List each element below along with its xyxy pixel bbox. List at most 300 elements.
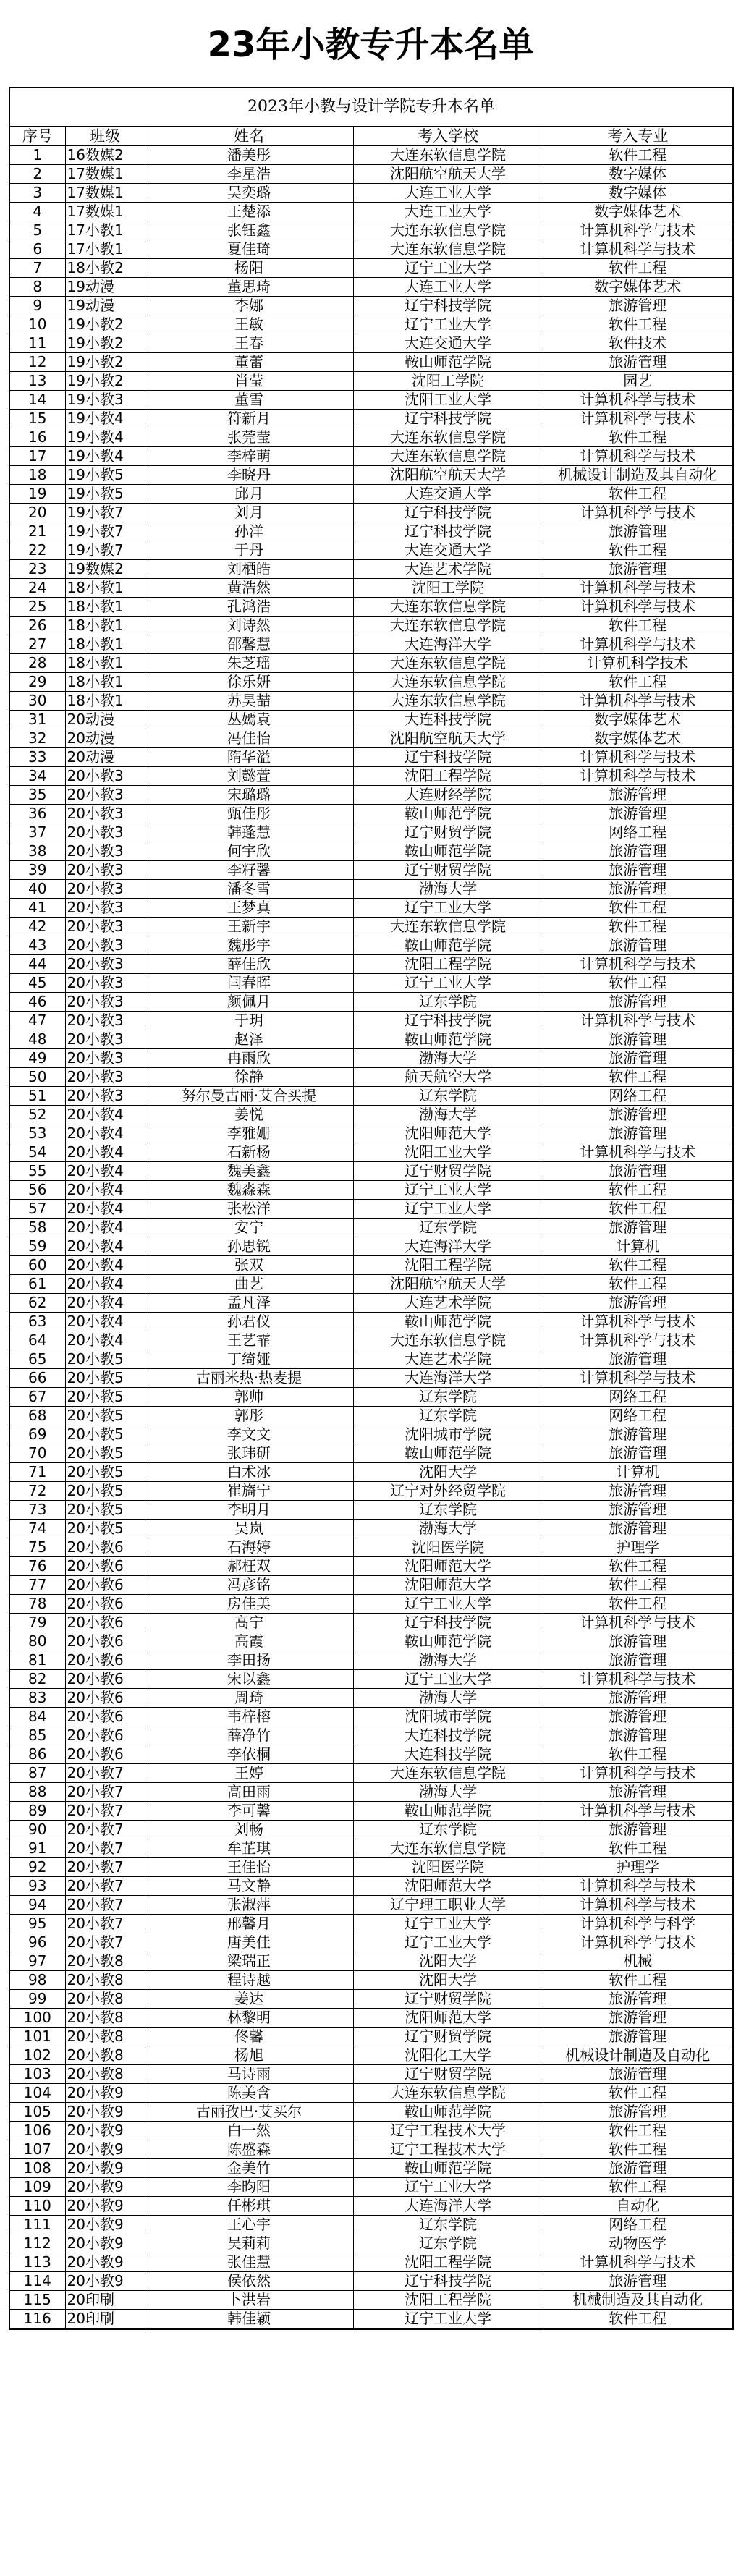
table-row xyxy=(10,786,732,805)
cell-major: 软件工程 xyxy=(543,2140,732,2159)
cell-major: 软件工程 xyxy=(543,1181,732,1200)
cell-major: 计算机科学与技术 xyxy=(543,504,732,522)
cell-index: 57 xyxy=(10,1200,65,1219)
cell-index: 1 xyxy=(10,146,65,165)
cell-major: 旅游管理 xyxy=(543,805,732,823)
cell-class: 20小教7 xyxy=(65,1933,145,1952)
cell-class: 17数媒1 xyxy=(65,203,145,221)
cell-name: 董雪 xyxy=(145,391,353,410)
cell-major: 旅游管理 xyxy=(543,1726,732,1745)
table-row xyxy=(10,1802,732,1821)
cell-name: 李昀阳 xyxy=(145,2178,353,2197)
cell-school: 大连艺术学院 xyxy=(353,560,543,579)
cell-school: 大连交通大学 xyxy=(353,334,543,353)
cell-major: 旅游管理 xyxy=(543,353,732,372)
cell-index: 21 xyxy=(10,522,65,541)
cell-major: 软件工程 xyxy=(543,1576,732,1595)
cell-class: 20小教4 xyxy=(65,1181,145,1200)
table-row xyxy=(10,2028,732,2046)
cell-class: 20小教7 xyxy=(65,1821,145,1839)
cell-index: 90 xyxy=(10,1821,65,1839)
cell-class: 20小教8 xyxy=(65,1952,145,1971)
cell-major: 旅游管理 xyxy=(543,993,732,1012)
cell-name: 白一然 xyxy=(145,2122,353,2140)
cell-index: 23 xyxy=(10,560,65,579)
table-row xyxy=(10,2159,732,2178)
cell-major: 软件工程 xyxy=(543,673,732,692)
table-row xyxy=(10,1971,732,1990)
table-row xyxy=(10,918,732,936)
cell-class: 19小教5 xyxy=(65,466,145,485)
cell-index: 110 xyxy=(10,2197,65,2216)
cell-index: 43 xyxy=(10,936,65,955)
cell-index: 95 xyxy=(10,1915,65,1933)
cell-name: 吴奕璐 xyxy=(145,184,353,203)
cell-name: 孙君仪 xyxy=(145,1313,353,1331)
cell-major: 旅游管理 xyxy=(543,1501,732,1520)
cell-school: 鞍山师范学院 xyxy=(353,2103,543,2122)
table-row xyxy=(10,936,732,955)
cell-school: 沈阳师范大学 xyxy=(353,2009,543,2028)
cell-name: 韩佳颖 xyxy=(145,2310,353,2329)
cell-school: 辽东学院 xyxy=(353,2216,543,2234)
cell-index: 18 xyxy=(10,466,65,485)
cell-name: 丛嫣袁 xyxy=(145,711,353,729)
cell-school: 辽宁工业大学 xyxy=(353,1915,543,1933)
cell-school: 辽宁工程技术大学 xyxy=(353,2122,543,2140)
cell-class: 17小教1 xyxy=(65,221,145,240)
cell-class: 20小教3 xyxy=(65,861,145,880)
cell-class: 20小教3 xyxy=(65,805,145,823)
cell-index: 48 xyxy=(10,1030,65,1049)
cell-class: 20小教3 xyxy=(65,1087,145,1106)
cell-class: 20小教3 xyxy=(65,918,145,936)
cell-index: 25 xyxy=(10,598,65,617)
table-row xyxy=(10,1821,732,1839)
cell-school: 大连东软信息学院 xyxy=(353,598,543,617)
cell-index: 105 xyxy=(10,2103,65,2122)
cell-class: 20小教4 xyxy=(65,1219,145,1237)
cell-class: 20小教3 xyxy=(65,880,145,899)
cell-index: 107 xyxy=(10,2140,65,2159)
cell-school: 大连东软信息学院 xyxy=(353,654,543,673)
cell-major: 机械制造及其自动化 xyxy=(543,2291,732,2310)
cell-school: 辽宁工业大学 xyxy=(353,1181,543,1200)
cell-major: 软件工程 xyxy=(543,428,732,447)
cell-school: 渤海大学 xyxy=(353,880,543,899)
cell-class: 20小教5 xyxy=(65,1425,145,1444)
cell-class: 20小教6 xyxy=(65,1614,145,1632)
cell-major: 计算机科学与技术 xyxy=(543,1331,732,1350)
cell-index: 22 xyxy=(10,541,65,560)
cell-major: 计算机科学与技术 xyxy=(543,1614,732,1632)
cell-class: 20小教7 xyxy=(65,1877,145,1896)
cell-name: 邵馨慧 xyxy=(145,635,353,654)
cell-school: 沈阳航空航天大学 xyxy=(353,165,543,184)
header-major: 考入专业 xyxy=(543,127,732,146)
cell-name: 王婷 xyxy=(145,1764,353,1783)
cell-class: 19小教7 xyxy=(65,541,145,560)
table-row xyxy=(10,221,732,240)
cell-name: 李籽馨 xyxy=(145,861,353,880)
cell-name: 郭彤 xyxy=(145,1407,353,1425)
cell-name: 冉雨欣 xyxy=(145,1049,353,1068)
cell-name: 刘畅 xyxy=(145,1821,353,1839)
table-row xyxy=(10,748,732,767)
cell-name: 隋华溢 xyxy=(145,748,353,767)
cell-name: 程诗越 xyxy=(145,1971,353,1990)
cell-name: 卜洪岩 xyxy=(145,2291,353,2310)
cell-name: 孙洋 xyxy=(145,522,353,541)
table-row xyxy=(10,993,732,1012)
cell-name: 夏佳琦 xyxy=(145,240,353,259)
cell-school: 辽宁科技学院 xyxy=(353,522,543,541)
cell-index: 69 xyxy=(10,1425,65,1444)
cell-index: 58 xyxy=(10,1219,65,1237)
cell-index: 91 xyxy=(10,1839,65,1858)
cell-school: 辽宁工业大学 xyxy=(353,1933,543,1952)
cell-major: 网络工程 xyxy=(543,2216,732,2234)
table-row xyxy=(10,2046,732,2065)
cell-major: 旅游管理 xyxy=(543,2103,732,2122)
cell-major: 旅游管理 xyxy=(543,2028,732,2046)
table-row xyxy=(10,1106,732,1124)
cell-school: 辽宁科技学院 xyxy=(353,748,543,767)
cell-index: 79 xyxy=(10,1614,65,1632)
cell-index: 56 xyxy=(10,1181,65,1200)
cell-class: 19小教2 xyxy=(65,372,145,391)
table-row xyxy=(10,1256,732,1275)
cell-school: 鞍山师范学院 xyxy=(353,1632,543,1651)
table-row xyxy=(10,1764,732,1783)
cell-school: 辽宁科技学院 xyxy=(353,1012,543,1030)
cell-class: 20小教9 xyxy=(65,2103,145,2122)
cell-index: 62 xyxy=(10,1294,65,1313)
cell-class: 18小教1 xyxy=(65,673,145,692)
table-row xyxy=(10,240,732,259)
cell-class: 20小教4 xyxy=(65,1294,145,1313)
table-row xyxy=(10,635,732,654)
cell-index: 46 xyxy=(10,993,65,1012)
cell-name: 冯佳怡 xyxy=(145,729,353,748)
cell-name: 李星浩 xyxy=(145,165,353,184)
cell-index: 86 xyxy=(10,1745,65,1764)
table-row xyxy=(10,2103,732,2122)
cell-index: 51 xyxy=(10,1087,65,1106)
table-row xyxy=(10,805,732,823)
cell-index: 55 xyxy=(10,1162,65,1181)
table-row xyxy=(10,1463,732,1482)
cell-school: 大连艺术学院 xyxy=(353,1294,543,1313)
table-row xyxy=(10,1181,732,1200)
cell-school: 沈阳工程学院 xyxy=(353,2291,543,2310)
cell-major: 计算机科学与技术 xyxy=(543,1369,732,1388)
cell-class: 20小教5 xyxy=(65,1501,145,1520)
cell-major: 数字媒体艺术 xyxy=(543,203,732,221)
cell-major: 软件工程 xyxy=(543,2084,732,2103)
cell-name: 潘美彤 xyxy=(145,146,353,165)
cell-school: 辽宁工业大学 xyxy=(353,1200,543,1219)
cell-name: 潘冬雪 xyxy=(145,880,353,899)
cell-school: 沈阳航空航天大学 xyxy=(353,1275,543,1294)
cell-name: 高田雨 xyxy=(145,1783,353,1802)
cell-major: 旅游管理 xyxy=(543,1124,732,1143)
cell-index: 72 xyxy=(10,1482,65,1501)
table-row xyxy=(10,1858,732,1877)
table-row xyxy=(10,1294,732,1313)
cell-school: 大连东软信息学院 xyxy=(353,146,543,165)
cell-major: 软件工程 xyxy=(543,146,732,165)
cell-major: 旅游管理 xyxy=(543,1425,732,1444)
cell-name: 王佳怡 xyxy=(145,1858,353,1877)
cell-major: 网络工程 xyxy=(543,1388,732,1407)
cell-school: 辽宁工业大学 xyxy=(353,1595,543,1614)
cell-index: 32 xyxy=(10,729,65,748)
cell-major: 软件工程 xyxy=(543,1595,732,1614)
cell-class: 20小教9 xyxy=(65,2216,145,2234)
cell-name: 肖莹 xyxy=(145,372,353,391)
cell-class: 20小教6 xyxy=(65,1726,145,1745)
cell-school: 沈阳城市学院 xyxy=(353,1708,543,1726)
cell-major: 旅游管理 xyxy=(543,1350,732,1369)
cell-index: 33 xyxy=(10,748,65,767)
table-row xyxy=(10,184,732,203)
cell-index: 30 xyxy=(10,692,65,711)
cell-school: 辽宁工业大学 xyxy=(353,1670,543,1689)
cell-class: 17小教1 xyxy=(65,240,145,259)
cell-index: 37 xyxy=(10,823,65,842)
cell-major: 旅游管理 xyxy=(543,1689,732,1708)
cell-index: 83 xyxy=(10,1689,65,1708)
cell-school: 辽宁财贸学院 xyxy=(353,1990,543,2009)
cell-name: 佟馨 xyxy=(145,2028,353,2046)
cell-index: 102 xyxy=(10,2046,65,2065)
cell-major: 软件工程 xyxy=(543,315,732,334)
table-row xyxy=(10,334,732,353)
cell-school: 大连东软信息学院 xyxy=(353,221,543,240)
cell-index: 7 xyxy=(10,259,65,278)
cell-school: 大连财经学院 xyxy=(353,786,543,805)
cell-index: 49 xyxy=(10,1049,65,1068)
cell-major: 旅游管理 xyxy=(543,786,732,805)
table-row xyxy=(10,2178,732,2197)
cell-major: 旅游管理 xyxy=(543,1106,732,1124)
cell-major: 旅游管理 xyxy=(543,1294,732,1313)
cell-school: 辽宁工程技术大学 xyxy=(353,2140,543,2159)
cell-class: 20小教9 xyxy=(65,2197,145,2216)
cell-name: 王新宇 xyxy=(145,918,353,936)
table-row xyxy=(10,391,732,410)
table-row xyxy=(10,1143,732,1162)
header-class: 班级 xyxy=(65,127,145,146)
cell-index: 97 xyxy=(10,1952,65,1971)
table-row xyxy=(10,1952,732,1971)
table-row xyxy=(10,1162,732,1181)
cell-index: 108 xyxy=(10,2159,65,2178)
cell-major: 数字媒体 xyxy=(543,184,732,203)
cell-school: 鞍山师范学院 xyxy=(353,842,543,861)
cell-name: 陈美含 xyxy=(145,2084,353,2103)
cell-school: 鞍山师范学院 xyxy=(353,353,543,372)
cell-major: 计算机科学与技术 xyxy=(543,748,732,767)
cell-class: 20小教8 xyxy=(65,2009,145,2028)
cell-major: 计算机科学与技术 xyxy=(543,1896,732,1915)
cell-school: 沈阳工程学院 xyxy=(353,2253,543,2272)
cell-school: 渤海大学 xyxy=(353,1106,543,1124)
cell-school: 大连东软信息学院 xyxy=(353,617,543,635)
cell-index: 53 xyxy=(10,1124,65,1143)
cell-major: 网络工程 xyxy=(543,823,732,842)
cell-school: 辽东学院 xyxy=(353,1087,543,1106)
cell-school: 沈阳师范大学 xyxy=(353,1124,543,1143)
cell-major: 软件工程 xyxy=(543,899,732,918)
cell-major: 旅游管理 xyxy=(543,1990,732,2009)
cell-class: 20小教8 xyxy=(65,2028,145,2046)
cell-name: 李晓丹 xyxy=(145,466,353,485)
cell-class: 20小教3 xyxy=(65,767,145,786)
cell-class: 20小教5 xyxy=(65,1520,145,1538)
cell-index: 13 xyxy=(10,372,65,391)
table-row xyxy=(10,315,732,334)
header-index: 序号 xyxy=(10,127,65,146)
cell-index: 19 xyxy=(10,485,65,504)
table-row xyxy=(10,146,732,165)
table-row xyxy=(10,2310,732,2329)
table-row xyxy=(10,1425,732,1444)
cell-class: 19小教2 xyxy=(65,315,145,334)
cell-major: 旅游管理 xyxy=(543,1632,732,1651)
cell-class: 19小教3 xyxy=(65,391,145,410)
cell-major: 软件工程 xyxy=(543,2122,732,2140)
cell-major: 软件工程 xyxy=(543,485,732,504)
cell-major: 旅游管理 xyxy=(543,1783,732,1802)
cell-class: 20小教7 xyxy=(65,1839,145,1858)
cell-school: 沈阳医学院 xyxy=(353,1858,543,1877)
cell-index: 34 xyxy=(10,767,65,786)
cell-index: 2 xyxy=(10,165,65,184)
cell-major: 旅游管理 xyxy=(543,2159,732,2178)
cell-index: 87 xyxy=(10,1764,65,1783)
cell-major: 旅游管理 xyxy=(543,880,732,899)
table-row xyxy=(10,1595,732,1614)
cell-school: 辽宁工业大学 xyxy=(353,2310,543,2329)
cell-major: 旅游管理 xyxy=(543,2272,732,2291)
cell-school: 鞍山师范学院 xyxy=(353,805,543,823)
cell-name: 刘栖皓 xyxy=(145,560,353,579)
cell-class: 20小教6 xyxy=(65,1745,145,1764)
cell-class: 20动漫 xyxy=(65,729,145,748)
cell-index: 104 xyxy=(10,2084,65,2103)
table-row xyxy=(10,165,732,184)
cell-major: 计算机科学与技术 xyxy=(543,221,732,240)
table-row xyxy=(10,1200,732,1219)
cell-school: 沈阳师范大学 xyxy=(353,1576,543,1595)
cell-index: 8 xyxy=(10,278,65,297)
cell-name: 张莞莹 xyxy=(145,428,353,447)
table-row xyxy=(10,2291,732,2310)
cell-index: 44 xyxy=(10,955,65,974)
table-row xyxy=(10,2234,732,2253)
cell-index: 39 xyxy=(10,861,65,880)
cell-name: 李梓萌 xyxy=(145,447,353,466)
cell-major: 护理学 xyxy=(543,1538,732,1557)
cell-name: 张淑萍 xyxy=(145,1896,353,1915)
table-row xyxy=(10,278,732,297)
table-row xyxy=(10,1557,732,1576)
cell-major: 软件工程 xyxy=(543,2178,732,2197)
table-row xyxy=(10,410,732,428)
cell-name: 李田扬 xyxy=(145,1651,353,1670)
cell-class: 20小教7 xyxy=(65,1764,145,1783)
cell-name: 赵泽 xyxy=(145,1030,353,1049)
cell-school: 辽宁科技学院 xyxy=(353,1614,543,1632)
cell-name: 张双 xyxy=(145,1256,353,1275)
cell-major: 自动化 xyxy=(543,2197,732,2216)
cell-school: 大连东软信息学院 xyxy=(353,673,543,692)
table-row xyxy=(10,1369,732,1388)
cell-index: 29 xyxy=(10,673,65,692)
cell-index: 116 xyxy=(10,2310,65,2329)
cell-major: 旅游管理 xyxy=(543,2009,732,2028)
cell-school: 沈阳大学 xyxy=(353,1971,543,1990)
cell-class: 19小教4 xyxy=(65,410,145,428)
cell-school: 鞍山师范学院 xyxy=(353,936,543,955)
cell-name: 朱芝瑶 xyxy=(145,654,353,673)
cell-name: 安宁 xyxy=(145,1219,353,1237)
cell-major: 网络工程 xyxy=(543,1407,732,1425)
cell-major: 旅游管理 xyxy=(543,1520,732,1538)
table-row xyxy=(10,711,732,729)
cell-index: 103 xyxy=(10,2065,65,2084)
cell-name: 姜达 xyxy=(145,1990,353,2009)
cell-school: 辽宁财贸学院 xyxy=(353,1162,543,1181)
table-row xyxy=(10,1030,732,1049)
cell-major: 计算机科学与技术 xyxy=(543,1143,732,1162)
cell-index: 42 xyxy=(10,918,65,936)
cell-class: 20小教8 xyxy=(65,2065,145,2084)
cell-index: 67 xyxy=(10,1388,65,1407)
cell-school: 大连东软信息学院 xyxy=(353,447,543,466)
cell-class: 20小教3 xyxy=(65,955,145,974)
table-row xyxy=(10,974,732,993)
table-row xyxy=(10,729,732,748)
cell-major: 数字媒体艺术 xyxy=(543,729,732,748)
cell-class: 20小教9 xyxy=(65,2272,145,2291)
cell-class: 19小教2 xyxy=(65,334,145,353)
header-row xyxy=(10,127,732,146)
cell-index: 10 xyxy=(10,315,65,334)
cell-index: 12 xyxy=(10,353,65,372)
cell-name: 王梦真 xyxy=(145,899,353,918)
cell-major: 旅游管理 xyxy=(543,1821,732,1839)
cell-name: 宋以鑫 xyxy=(145,1670,353,1689)
cell-class: 19小教4 xyxy=(65,447,145,466)
cell-class: 20小教9 xyxy=(65,2234,145,2253)
table-row xyxy=(10,504,732,522)
cell-major: 数字媒体 xyxy=(543,165,732,184)
cell-index: 61 xyxy=(10,1275,65,1294)
table-row xyxy=(10,2272,732,2291)
table-row xyxy=(10,297,732,315)
cell-index: 70 xyxy=(10,1444,65,1463)
cell-name: 王敏 xyxy=(145,315,353,334)
cell-school: 沈阳工程学院 xyxy=(353,1256,543,1275)
cell-class: 19数媒2 xyxy=(65,560,145,579)
cell-name: 吴岚 xyxy=(145,1520,353,1538)
cell-school: 辽宁工业大学 xyxy=(353,899,543,918)
cell-major: 软件工程 xyxy=(543,1557,732,1576)
cell-major: 旅游管理 xyxy=(543,1482,732,1501)
